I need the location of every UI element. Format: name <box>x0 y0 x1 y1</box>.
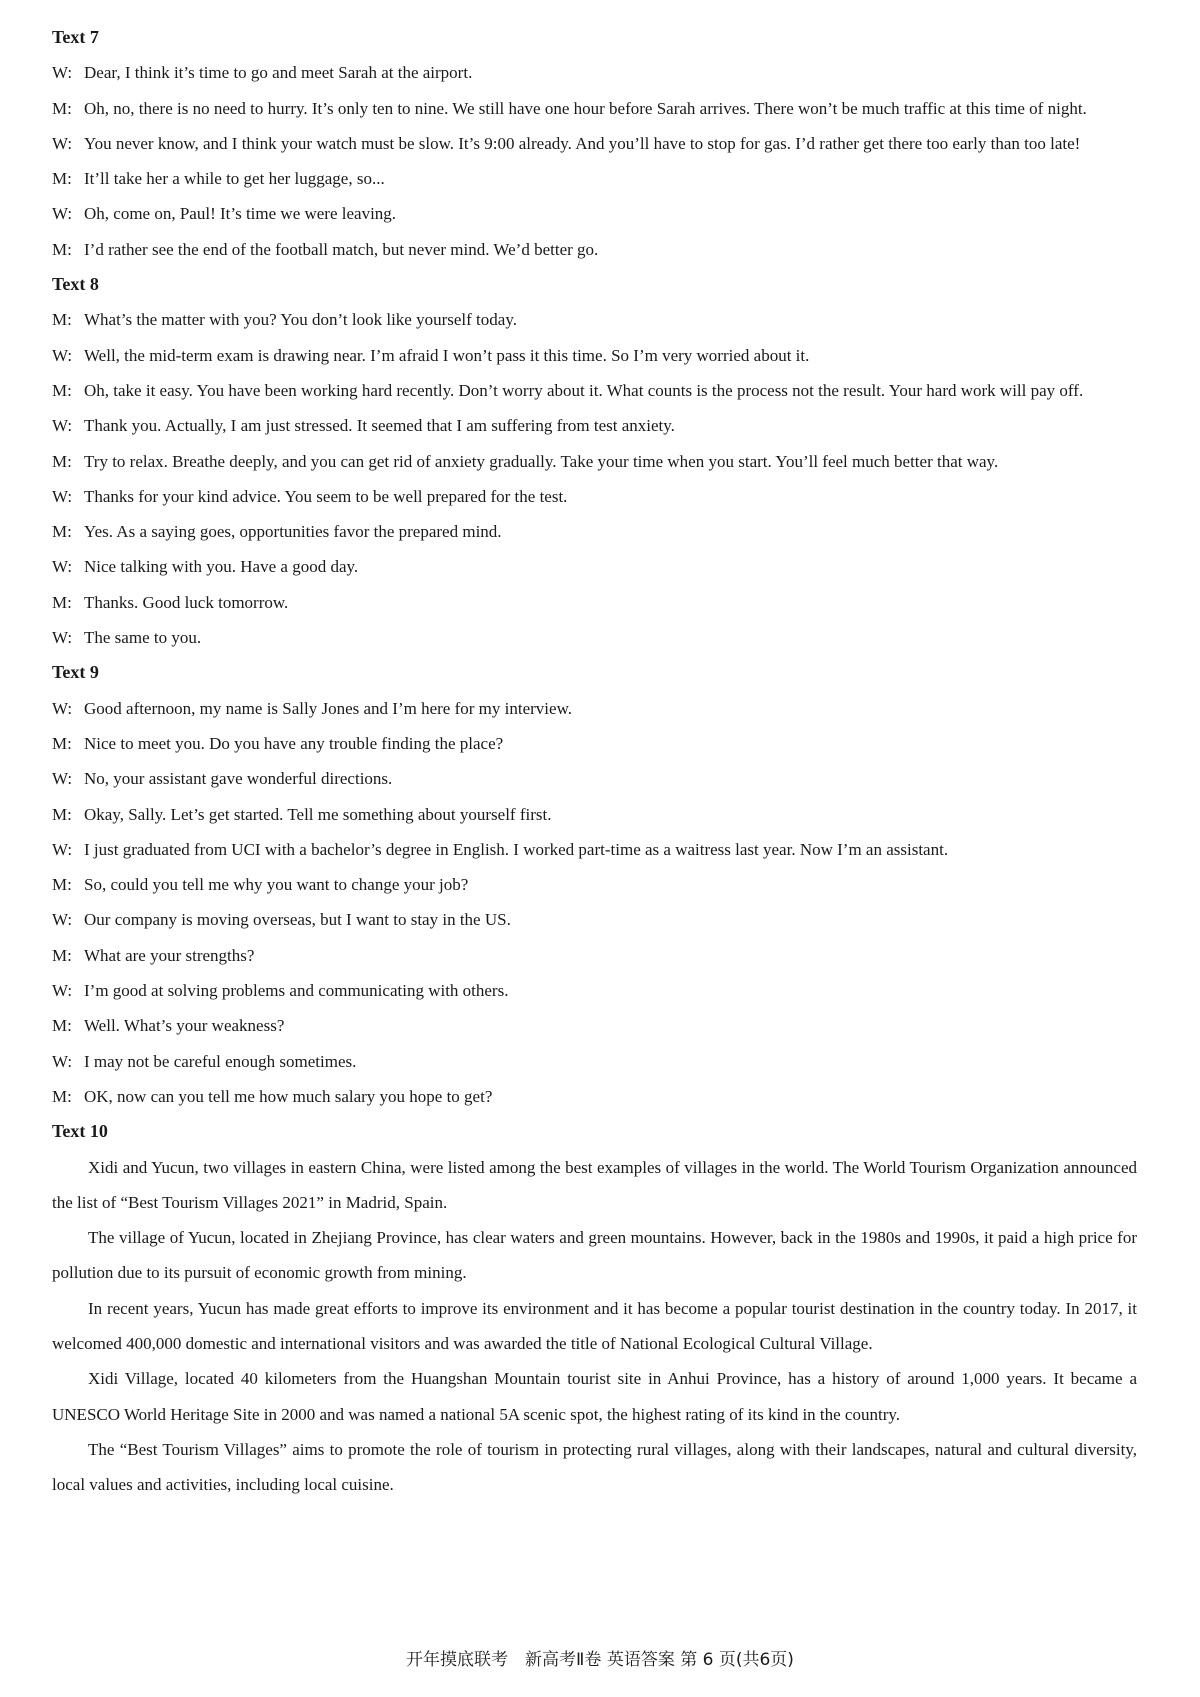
speaker-label: M: <box>52 945 72 965</box>
utterance-text: Well, the mid-term exam is drawing near. I’m afraid I won’t pass it this time. So I’m very worried about it. <box>84 345 810 365</box>
passage-paragraph: Xidi Village, located 40 kilometers from the Huangshan Mountain tourist site in Anhui Province, has a history of around 1,000 years. It became a UNESCO World Heritage Site in 2000 and was named a national 5A scenic spot, the highest rating of its kind in the country. <box>52 1369 1137 1424</box>
speaker-label: M: <box>52 169 72 189</box>
utterance-text: Oh, no, there is no need to hurry. It’s only ten to nine. We still have one hour before Sarah arrives. There won’t be much traffic at this time of night. <box>84 98 1087 118</box>
speaker-label: W: <box>52 628 73 648</box>
page-footer: 开年摸底联考 新高考Ⅱ卷 英语答案 第 6 页(共6页) <box>406 1650 794 1670</box>
dialogue-line <box>52 726 1137 761</box>
utterance-text: Our company is moving overseas, but I want to stay in the US. <box>84 910 511 930</box>
dialogue-line <box>52 973 1137 1008</box>
dialogue-line <box>52 161 1137 196</box>
dialogue-line <box>52 338 1137 373</box>
passage-paragraph: The “Best Tourism Villages” aims to promote the role of tourism in protecting rural villages, along with their landscapes, natural and cultural diversity, local values and activities, including local cuisine. <box>52 1439 1137 1495</box>
dialogue-line <box>52 585 1137 620</box>
utterance-text: Okay, Sally. Let’s get started. Tell me something about yourself first. <box>84 804 552 824</box>
speaker-label: W: <box>52 839 73 859</box>
speaker-label: W: <box>52 133 73 153</box>
utterance-text: The same to you. <box>84 628 202 648</box>
dialogue-line <box>52 867 1137 902</box>
utterance-text: Nice to meet you. Do you have any trouble finding the place? <box>84 733 504 753</box>
dialogue-line <box>52 126 1137 161</box>
speaker-label: M: <box>52 733 72 753</box>
utterance-text: I’m good at solving problems and communicating with others. <box>84 981 509 1001</box>
utterance-text: OK, now can you tell me how much salary you hope to get? <box>84 1086 493 1106</box>
utterance-text: I just graduated from UCI with a bachelor’s degree in English. I worked part-time as a waitress last year. Now I’m an assistant. <box>84 839 949 859</box>
section-heading: Text 9 <box>52 662 99 683</box>
speaker-label: M: <box>52 1016 72 1036</box>
dialogue-line <box>52 620 1137 655</box>
speaker-label: W: <box>52 981 73 1001</box>
utterance-text: I may not be careful enough sometimes. <box>84 1051 357 1071</box>
dialogue-section <box>52 655 1137 1114</box>
dialogue-line <box>52 514 1137 549</box>
speaker-label: W: <box>52 698 73 718</box>
utterance-text: What are your strengths? <box>84 945 255 965</box>
speaker-label: M: <box>52 522 72 542</box>
dialogue-line <box>52 761 1137 796</box>
dialogue-line <box>52 1079 1137 1114</box>
dialogue-line <box>52 797 1137 832</box>
dialogue-line <box>52 938 1137 973</box>
passage-paragraph: Xidi and Yucun, two villages in eastern China, were listed among the best examples of villages in the world. The World Tourism Organization announced the list of “Best Tourism Villages 2021” in Madrid, Spain. <box>52 1157 1137 1212</box>
utterance-text: Try to relax. Breathe deeply, and you can get rid of anxiety gradually. Take your time when you start. You’ll feel much better that way. <box>84 451 999 471</box>
document-body <box>52 20 1137 1502</box>
speaker-label: W: <box>52 416 73 436</box>
dialogue-line <box>52 444 1137 479</box>
section-heading: Text 7 <box>52 27 99 47</box>
dialogue-section <box>52 20 1137 267</box>
speaker-label: M: <box>52 1086 72 1106</box>
dialogue-line <box>52 902 1137 937</box>
utterance-text: Thanks for your kind advice. You seem to be well prepared for the test. <box>84 486 568 506</box>
speaker-label: W: <box>52 204 73 224</box>
utterance-text: Oh, take it easy. You have been working hard recently. Don’t worry about it. What counts is the process not the result. Your hard work will pay off. <box>84 380 1084 400</box>
dialogue-line <box>52 373 1137 408</box>
speaker-label: M: <box>52 98 72 118</box>
dialogue-line <box>52 55 1137 90</box>
utterance-text: Dear, I think it’s time to go and meet Sarah at the airport. <box>84 63 473 83</box>
dialogue-line <box>52 91 1137 126</box>
passage-paragraph: The village of Yucun, located in Zhejiang Province, has clear waters and green mountains. However, back in the 1980s and 1990s, it paid a high price for pollution due to its pursuit of economic growth from mining. <box>52 1228 1137 1283</box>
utterance-text: Thanks. Good luck tomorrow. <box>84 592 289 612</box>
speaker-label: M: <box>52 804 72 824</box>
speaker-label: W: <box>52 63 73 83</box>
speaker-label: M: <box>52 310 72 330</box>
utterance-text: I’d rather see the end of the football match, but never mind. We’d better go. <box>84 239 599 259</box>
speaker-label: W: <box>52 769 73 789</box>
speaker-label: W: <box>52 1051 73 1071</box>
utterance-text: So, could you tell me why you want to change your job? <box>84 875 469 895</box>
speaker-label: M: <box>52 380 72 400</box>
speaker-label: M: <box>52 451 72 471</box>
dialogue-line <box>52 549 1137 584</box>
utterance-text: Yes. As a saying goes, opportunities favor the prepared mind. <box>84 522 502 542</box>
dialogue-section <box>52 267 1137 655</box>
dialogue-line <box>52 302 1137 337</box>
dialogue-line <box>52 232 1137 267</box>
speaker-label: M: <box>52 239 72 259</box>
speaker-label: W: <box>52 910 73 930</box>
section-heading: Text 10 <box>52 1121 108 1142</box>
dialogue-line <box>52 1044 1137 1079</box>
utterance-text: You never know, and I think your watch must be slow. It’s 9:00 already. And you’ll have to stop for gas. I’d rather get there too early than too late! <box>84 133 1081 153</box>
speaker-label: M: <box>52 592 72 612</box>
section-heading: Text 8 <box>52 274 99 295</box>
utterance-text: Thank you. Actually, I am just stressed. It seemed that I am suffering from test anxiety. <box>84 416 675 436</box>
speaker-label: W: <box>52 557 73 577</box>
dialogue-line <box>52 832 1137 867</box>
speaker-label: W: <box>52 486 73 506</box>
passage-paragraph: In recent years, Yucun has made great efforts to improve its environment and it has become a popular tourist destination in the country today. In 2017, it welcomed 400,000 domestic and international visitors and was awarded the title of National Ecological Cultural Village. <box>52 1298 1137 1353</box>
utterance-text: It’ll take her a while to get her luggage, so... <box>84 169 385 189</box>
speaker-label: M: <box>52 875 72 895</box>
dialogue-line <box>52 408 1137 443</box>
dialogue-line <box>52 1008 1137 1043</box>
dialogue-line <box>52 196 1137 231</box>
utterance-text: Well. What’s your weakness? <box>84 1016 285 1036</box>
utterance-text: Good afternoon, my name is Sally Jones and I’m here for my interview. <box>84 698 572 718</box>
utterance-text: No, your assistant gave wonderful directions. <box>84 769 393 789</box>
utterance-text: Nice talking with you. Have a good day. <box>84 557 359 577</box>
speaker-label: W: <box>52 345 73 365</box>
utterance-text: What’s the matter with you? You don’t look like yourself today. <box>84 310 517 330</box>
passage-section <box>52 1114 1137 1502</box>
dialogue-line <box>52 479 1137 514</box>
utterance-text: Oh, come on, Paul! It’s time we were leaving. <box>84 204 397 224</box>
dialogue-line <box>52 691 1137 726</box>
